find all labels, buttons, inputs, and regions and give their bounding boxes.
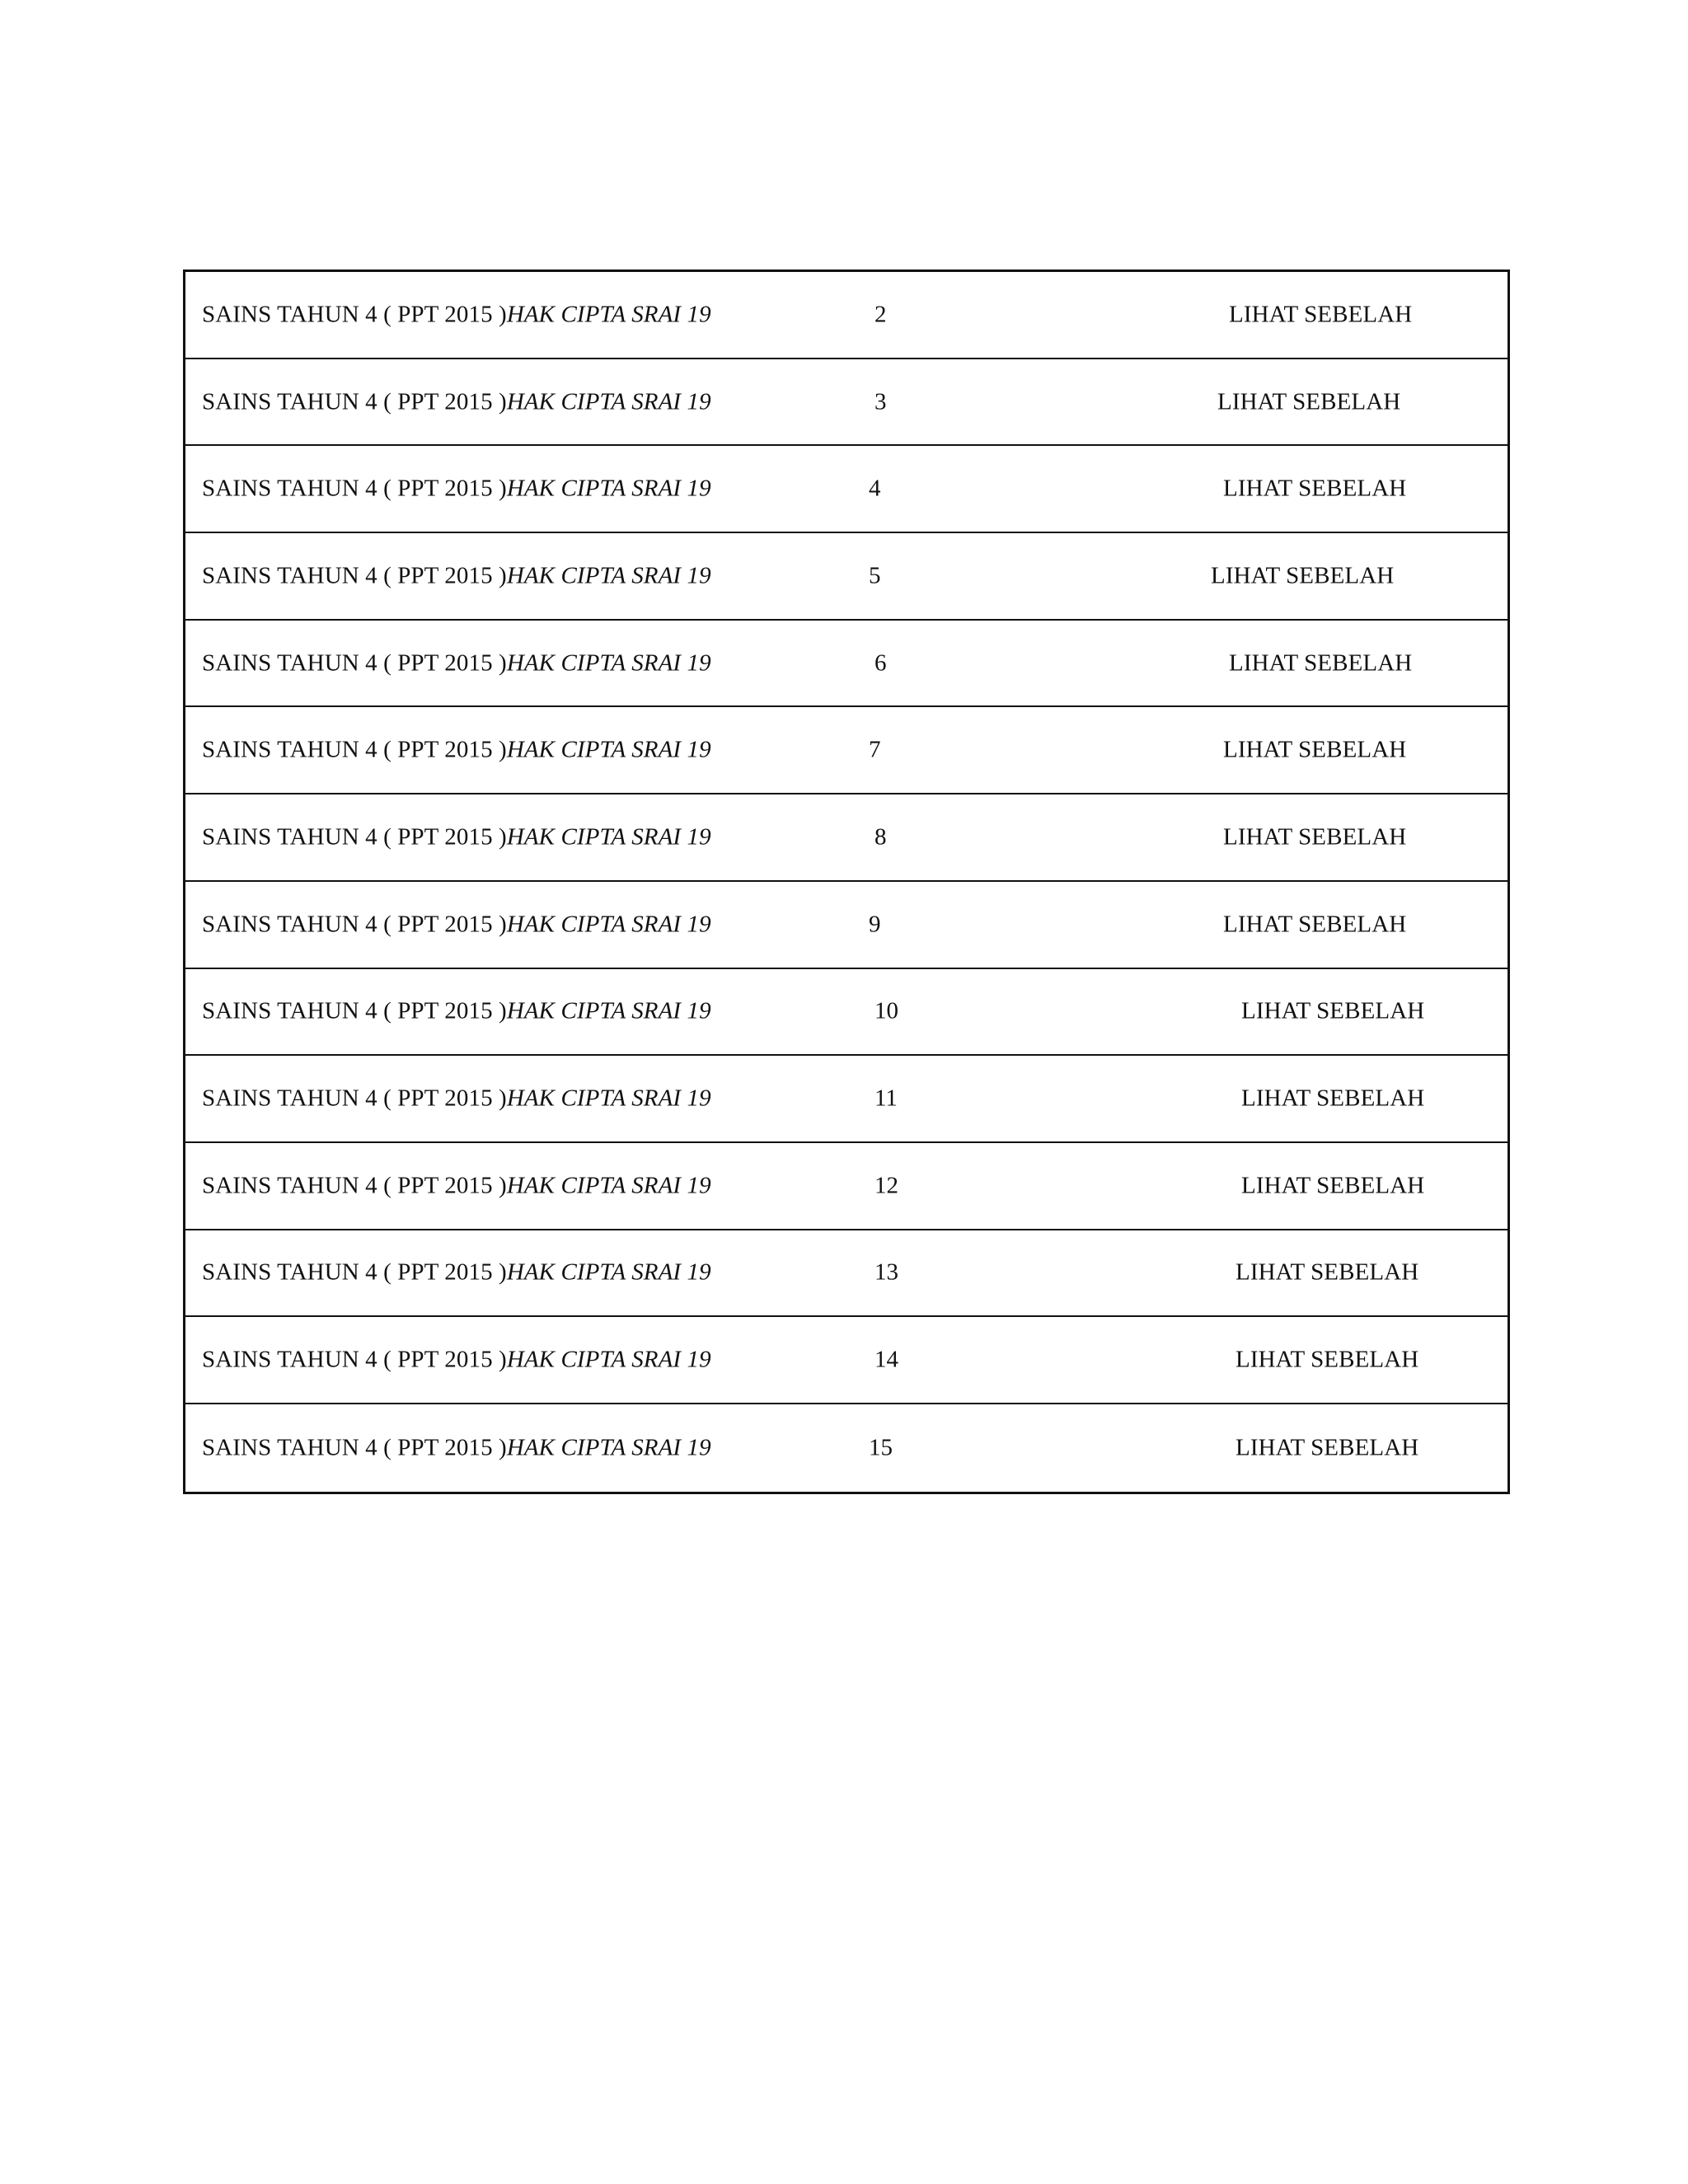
copyright-label: HAK CIPTA SRAI 19 — [506, 736, 711, 763]
page-number: 11 — [874, 1085, 898, 1112]
subject-label: SAINS TAHUN 4 ( PPT 2015 ) — [202, 649, 507, 677]
copyright-label: HAK CIPTA SRAI 19 — [506, 301, 711, 328]
next-page-label: LIHAT SEBELAH — [1241, 1172, 1425, 1199]
table-row — [185, 272, 1507, 359]
subject-label: SAINS TAHUN 4 ( PPT 2015 ) — [202, 1434, 507, 1461]
table-row — [185, 794, 1507, 882]
table-row — [185, 882, 1507, 969]
table-row — [185, 969, 1507, 1057]
subject-label: SAINS TAHUN 4 ( PPT 2015 ) — [202, 736, 507, 763]
footer-title — [202, 1259, 711, 1286]
subject-label: SAINS TAHUN 4 ( PPT 2015 ) — [202, 1258, 507, 1286]
copyright-label: HAK CIPTA SRAI 19 — [506, 562, 711, 589]
table-row — [185, 359, 1507, 447]
next-page-label: LIHAT SEBELAH — [1223, 911, 1407, 938]
subject-label: SAINS TAHUN 4 ( PPT 2015 ) — [202, 911, 507, 938]
table-row — [185, 446, 1507, 533]
table-row — [185, 1230, 1507, 1318]
copyright-label: HAK CIPTA SRAI 19 — [506, 1172, 711, 1199]
table-row — [185, 621, 1507, 708]
page-number: 12 — [874, 1172, 898, 1199]
footer-title — [202, 562, 711, 589]
page-number: 5 — [869, 562, 881, 589]
next-page-label: LIHAT SEBELAH — [1236, 1434, 1419, 1461]
page-footer-table — [183, 269, 1510, 1494]
page-number: 4 — [869, 475, 881, 502]
subject-label: SAINS TAHUN 4 ( PPT 2015 ) — [202, 388, 507, 415]
footer-title — [202, 301, 711, 328]
next-page-label: LIHAT SEBELAH — [1223, 736, 1407, 763]
subject-label: SAINS TAHUN 4 ( PPT 2015 ) — [202, 562, 507, 589]
footer-title — [202, 649, 711, 677]
footer-title — [202, 1434, 711, 1461]
next-page-label: LIHAT SEBELAH — [1229, 301, 1413, 328]
page-number: 10 — [874, 997, 898, 1024]
table-row — [185, 1404, 1507, 1492]
copyright-label: HAK CIPTA SRAI 19 — [506, 1258, 711, 1286]
page-number: 15 — [869, 1434, 893, 1461]
page-number: 13 — [874, 1258, 898, 1286]
next-page-label: LIHAT SEBELAH — [1223, 475, 1407, 502]
copyright-label: HAK CIPTA SRAI 19 — [506, 475, 711, 502]
next-page-label: LIHAT SEBELAH — [1241, 997, 1425, 1024]
table-row — [185, 1143, 1507, 1230]
copyright-label: HAK CIPTA SRAI 19 — [506, 911, 711, 938]
footer-title — [202, 1347, 711, 1374]
footer-title — [202, 476, 711, 503]
next-page-label: LIHAT SEBELAH — [1236, 1258, 1419, 1286]
footer-title — [202, 1085, 711, 1113]
footer-title — [202, 388, 711, 415]
subject-label: SAINS TAHUN 4 ( PPT 2015 ) — [202, 1172, 507, 1199]
copyright-label: HAK CIPTA SRAI 19 — [506, 1085, 711, 1112]
page-number: 6 — [874, 649, 887, 677]
copyright-label: HAK CIPTA SRAI 19 — [506, 1434, 711, 1461]
copyright-label: HAK CIPTA SRAI 19 — [506, 649, 711, 677]
copyright-label: HAK CIPTA SRAI 19 — [506, 1346, 711, 1373]
table-row — [185, 707, 1507, 794]
footer-title — [202, 998, 711, 1025]
page-number: 7 — [869, 736, 881, 763]
table-row — [185, 533, 1507, 621]
copyright-label: HAK CIPTA SRAI 19 — [506, 388, 711, 415]
subject-label: SAINS TAHUN 4 ( PPT 2015 ) — [202, 997, 507, 1024]
footer-title — [202, 911, 711, 938]
page-number: 2 — [874, 301, 887, 328]
next-page-label: LIHAT SEBELAH — [1236, 1346, 1419, 1373]
table-row — [185, 1056, 1507, 1143]
subject-label: SAINS TAHUN 4 ( PPT 2015 ) — [202, 475, 507, 502]
next-page-label: LIHAT SEBELAH — [1229, 649, 1413, 677]
page-number: 3 — [874, 388, 887, 415]
subject-label: SAINS TAHUN 4 ( PPT 2015 ) — [202, 301, 507, 328]
page-number: 8 — [874, 823, 887, 851]
subject-label: SAINS TAHUN 4 ( PPT 2015 ) — [202, 823, 507, 851]
footer-title — [202, 1172, 711, 1199]
page-number: 9 — [869, 911, 881, 938]
next-page-label: LIHAT SEBELAH — [1217, 388, 1401, 415]
next-page-label: LIHAT SEBELAH — [1241, 1085, 1425, 1112]
subject-label: SAINS TAHUN 4 ( PPT 2015 ) — [202, 1346, 507, 1373]
footer-title — [202, 823, 711, 851]
footer-title — [202, 737, 711, 764]
subject-label: SAINS TAHUN 4 ( PPT 2015 ) — [202, 1085, 507, 1112]
copyright-label: HAK CIPTA SRAI 19 — [506, 997, 711, 1024]
copyright-label: HAK CIPTA SRAI 19 — [506, 823, 711, 851]
next-page-label: LIHAT SEBELAH — [1223, 823, 1407, 851]
page-number: 14 — [874, 1346, 898, 1373]
table-row — [185, 1317, 1507, 1404]
next-page-label: LIHAT SEBELAH — [1211, 562, 1395, 589]
